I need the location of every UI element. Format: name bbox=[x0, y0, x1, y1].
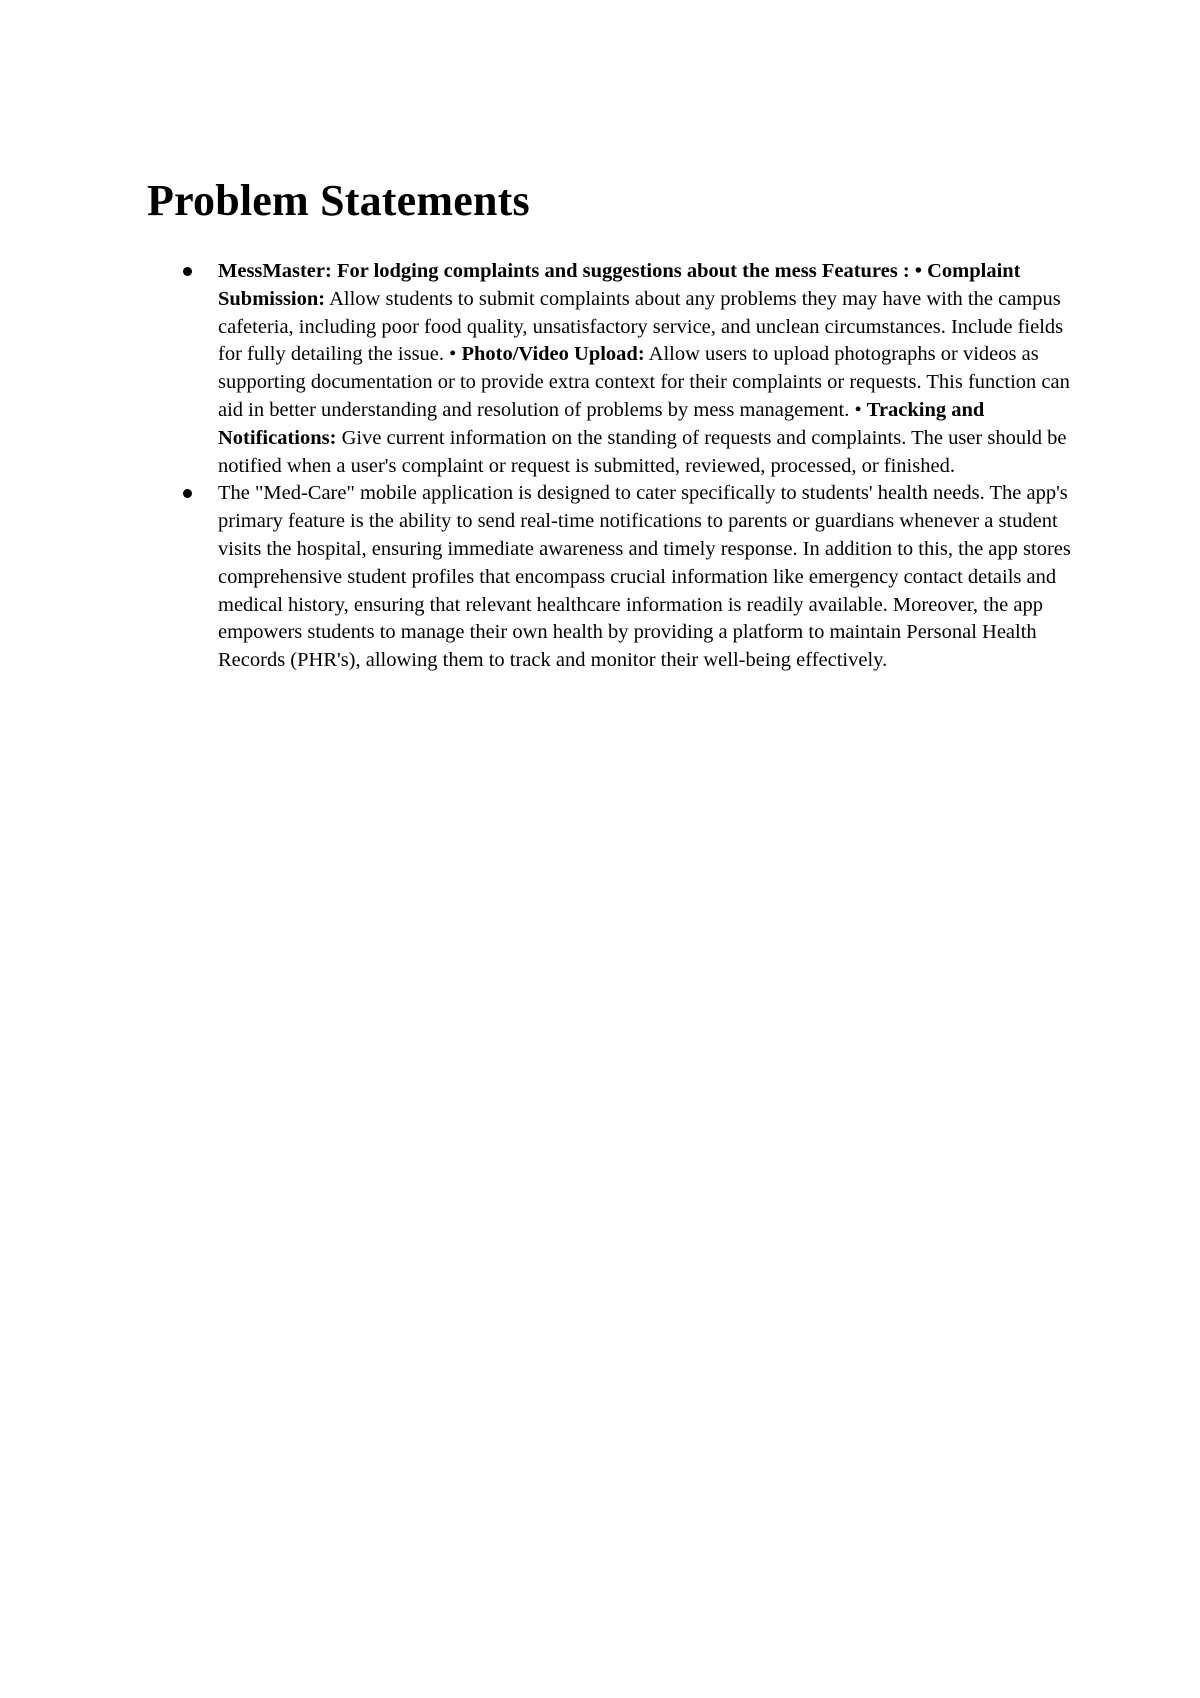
page-title: Problem Statements bbox=[147, 176, 530, 225]
feature-label-tracking-notifications: Tracking and Notifications: bbox=[218, 398, 985, 449]
list-item-med-care bbox=[218, 480, 1078, 675]
feature-text-complaint-submission: Allow students to submit complaints about any problems they may have with the campus cafeteria, including poor food quality, unsatisfactory service, and unclean circumstances. Include fields for fully detailing the issue. • bbox=[218, 287, 1064, 366]
list-item-messmaster bbox=[218, 258, 1078, 480]
problem-statement-list bbox=[218, 258, 1078, 675]
item-text: The "Med-Care" mobile application is designed to cater specifically to students' health needs. The app's primary feature is the ability to send real-time notifications to parents or guardians whenever a student visits the hospital, ensuring immediate awareness and timely response. In addition to this, the app stores comprehensive student profiles that encompass crucial information like emergency contact details and medical history, ensuring that relevant healthcare information is readily available. Moreover, the app empowers students to manage their own health by providing a platform to maintain Personal Health Records (PHR's), allowing them to track and monitor their well-being effectively. bbox=[218, 482, 1071, 672]
bullet-icon bbox=[183, 267, 192, 276]
feature-text-photo-video-upload: Allow users to upload photographs or videos as supporting documentation or to provide extra context for their complaints or requests. This function can aid in better understanding and resolution of problems by mess management. • bbox=[218, 343, 1070, 421]
bullet-icon bbox=[183, 489, 192, 498]
feature-text-tracking-notifications: Give current information on the standing of requests and complaints. The user should be notified when a user's complaint or request is submitted, reviewed, processed, or finished. bbox=[218, 426, 1067, 477]
item-title-bold: MessMaster: For lodging complaints and suggestions about the mess Features : • bbox=[218, 260, 922, 282]
feature-label-photo-video-upload: Photo/Video Upload: bbox=[461, 343, 645, 366]
feature-label-complaint-submission: Complaint Submission: bbox=[218, 260, 1021, 310]
